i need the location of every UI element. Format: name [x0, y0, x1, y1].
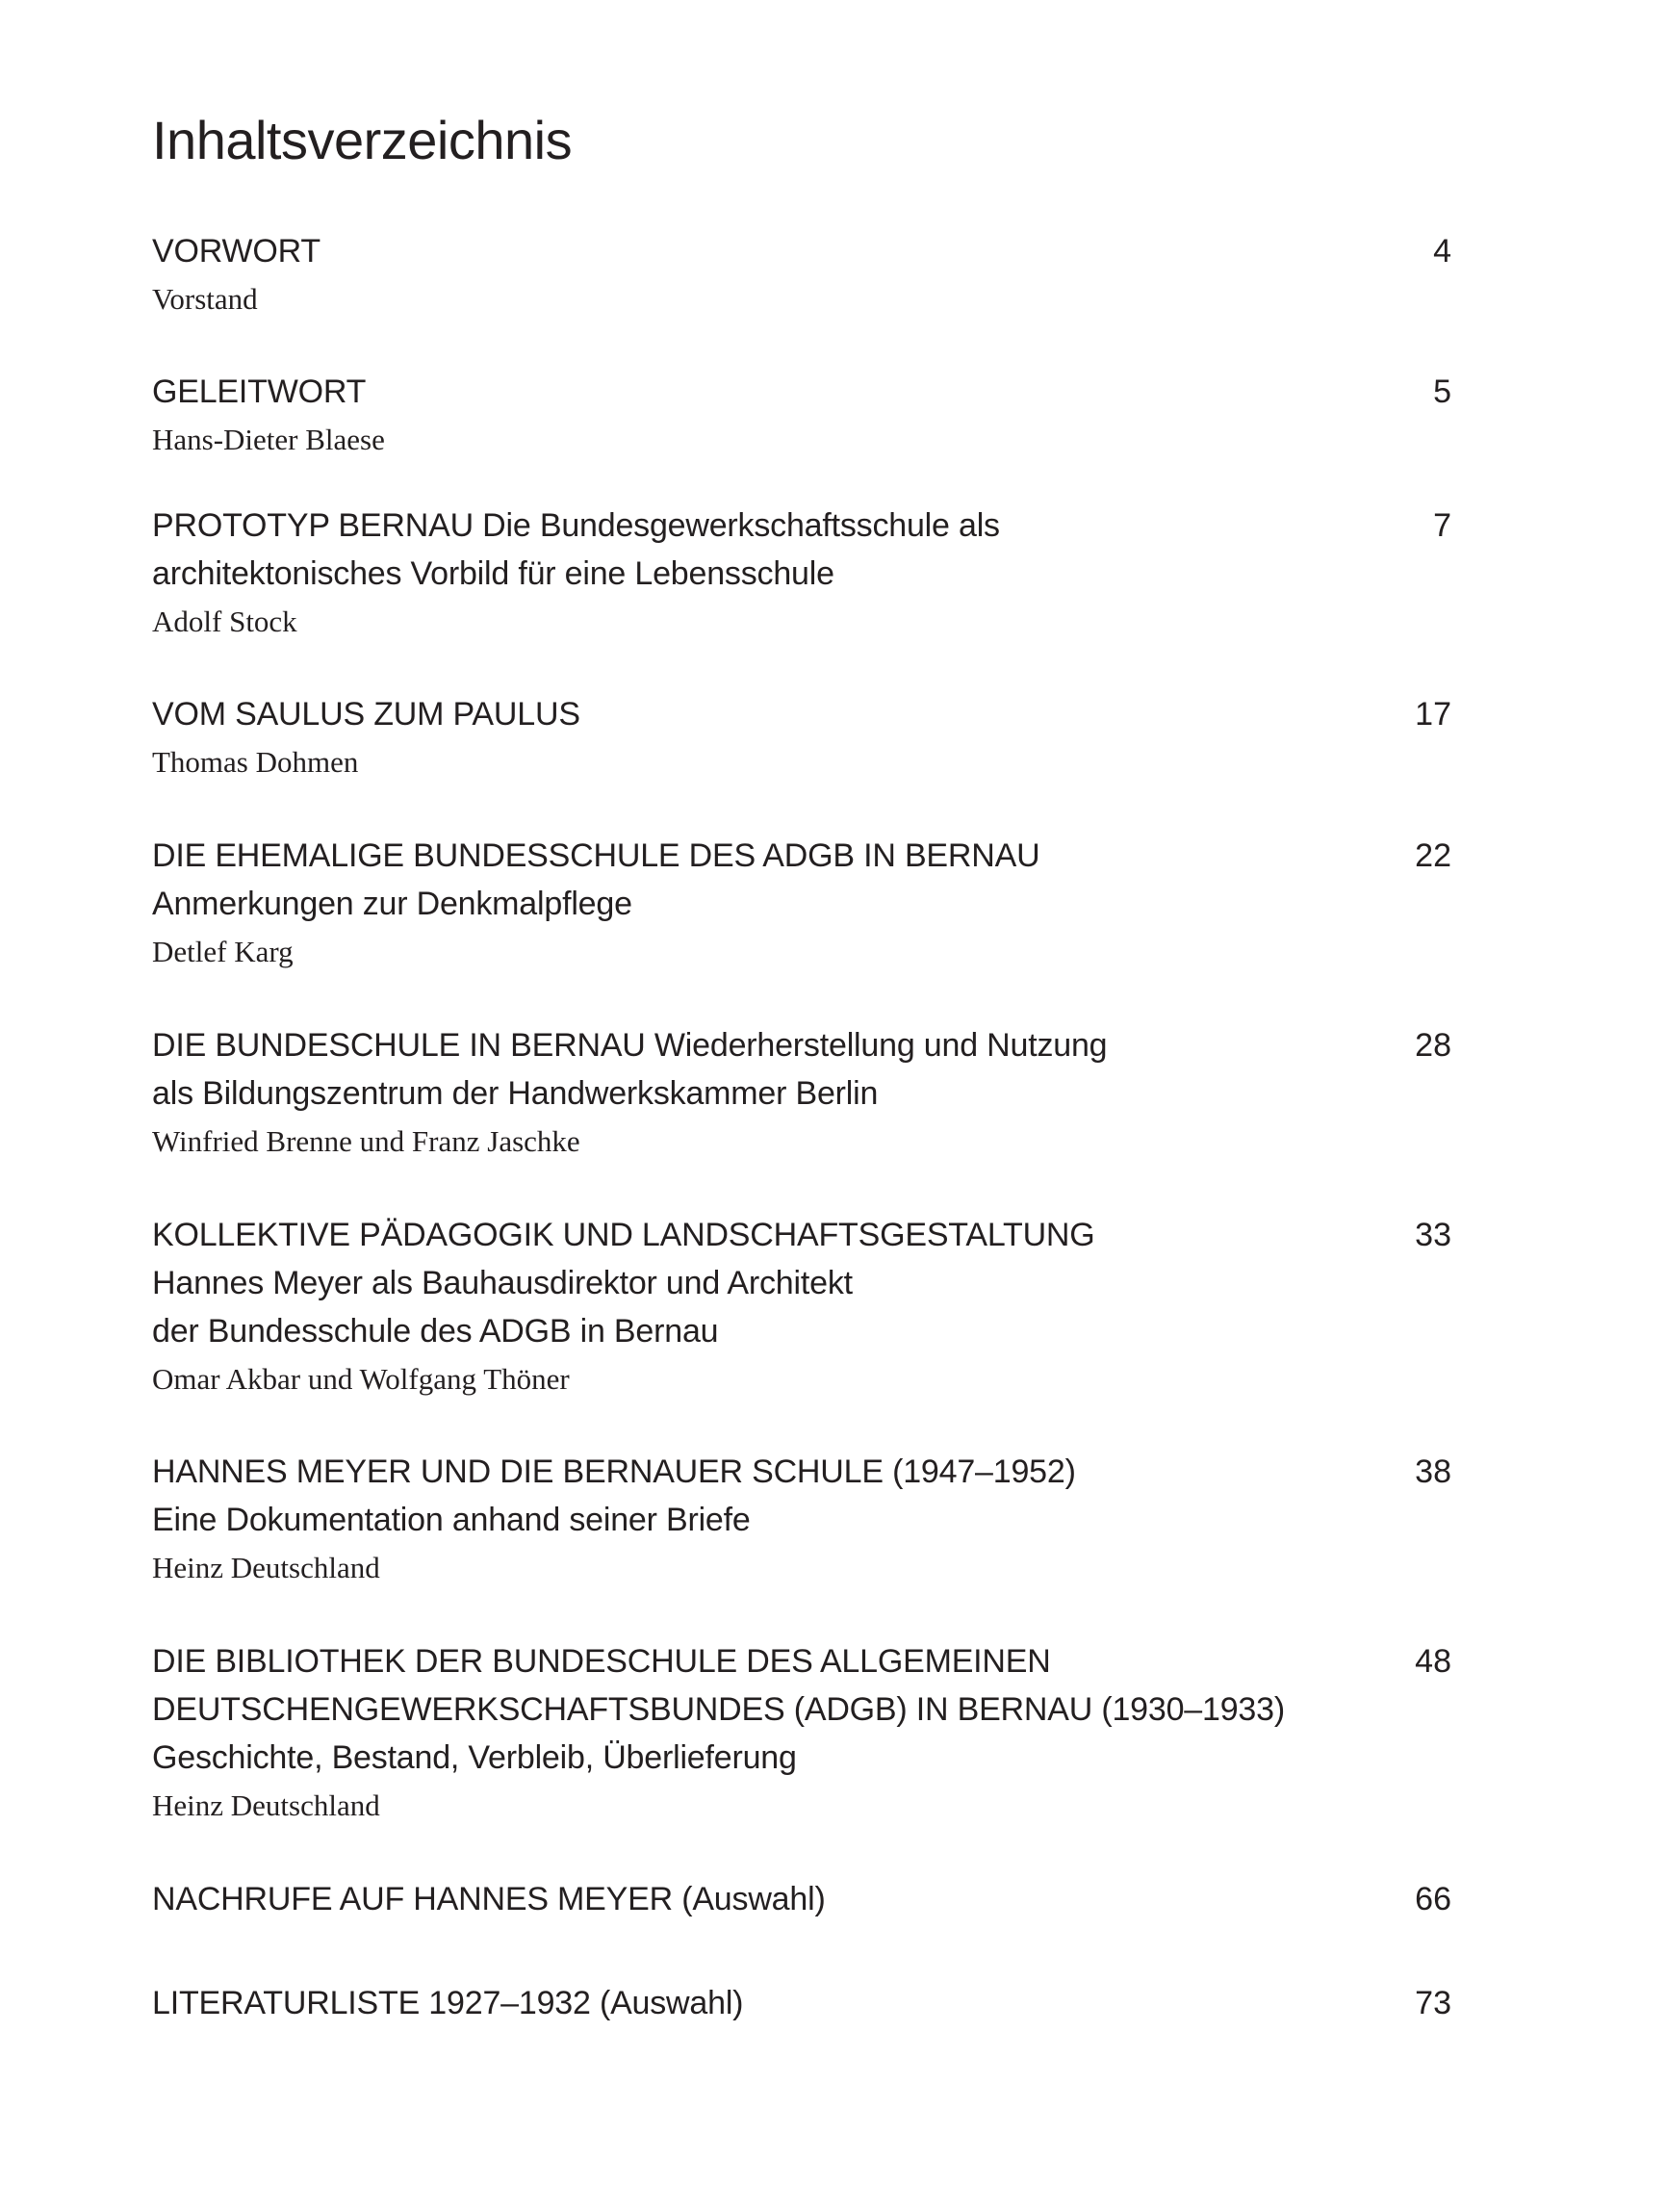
toc-page-number: 33 [1415, 1217, 1451, 1253]
toc-entry[interactable] [152, 690, 1451, 786]
toc-page-number: 73 [1415, 1985, 1451, 2021]
toc-entry-heading: VOM SAULUS ZUM PAULUS [152, 696, 580, 733]
toc-entry-heading: KOLLEKTIVE PÄDAGOGIK UND LANDSCHAFTSGESTALTUNG [152, 1217, 1095, 1253]
toc-entry-title [152, 502, 1365, 646]
toc-entry-author: Adolf Stock [152, 604, 297, 638]
toc-entry-heading: GELEITWORT [152, 373, 367, 410]
toc-entry-subtitle: architektonisches Vorbild für eine Lebensschule [152, 555, 834, 592]
toc-entry[interactable] [152, 1979, 1451, 2027]
toc-page-number: 38 [1415, 1453, 1451, 1490]
toc-entry-title [152, 1637, 1365, 1830]
toc-entry-author: Winfried Brenne und Franz Jaschke [152, 1124, 580, 1158]
toc-page-number: 7 [1433, 507, 1451, 544]
toc-entry[interactable] [152, 1875, 1451, 1923]
toc-entry-title [152, 1448, 1365, 1592]
toc-entry-heading: DIE BUNDESCHULE IN BERNAU Wiederherstellung und Nutzung [152, 1027, 1108, 1064]
toc-entry-author: Heinz Deutschland [152, 1788, 380, 1822]
toc-entry-title [152, 1979, 1365, 2027]
toc-page-number: 4 [1433, 233, 1451, 270]
toc-entry-heading: VORWORT [152, 233, 320, 270]
toc-entry-title [152, 227, 1365, 323]
toc-entry-title [152, 1875, 1365, 1923]
toc-entry-author: Heinz Deutschland [152, 1551, 380, 1584]
toc-entry-author: Omar Akbar und Wolfgang Thöner [152, 1362, 570, 1396]
toc-entry-title [152, 690, 1365, 786]
toc-entry[interactable] [152, 502, 1451, 646]
page-title: Inhaltsverzeichnis [152, 110, 573, 170]
toc-entry[interactable] [152, 1211, 1451, 1403]
toc-entry-author: Thomas Dohmen [152, 745, 359, 779]
toc-entry-heading: HANNES MEYER UND DIE BERNAUER SCHULE (1947–1952) [152, 1453, 1076, 1490]
toc-entry-subtitle: Geschichte, Bestand, Verbleib, Überlieferung [152, 1739, 797, 1776]
toc-entry[interactable] [152, 832, 1451, 976]
toc-entry-subtitle: Eine Dokumentation anhand seiner Briefe [152, 1502, 751, 1538]
toc-entry-heading: NACHRUFE AUF HANNES MEYER (Auswahl) [152, 1881, 826, 1917]
toc-page-number: 48 [1415, 1643, 1451, 1680]
toc-entry-author: Detlef Karg [152, 935, 294, 968]
toc-entry[interactable] [152, 1448, 1451, 1592]
toc-entry-title [152, 1021, 1365, 1166]
toc-entry[interactable] [152, 1021, 1451, 1166]
toc-entry-heading: DIE EHEMALIGE BUNDESSCHULE DES ADGB IN BERNAU [152, 837, 1040, 874]
toc-entry-subtitle: Hannes Meyer als Bauhausdirektor und Architekt [152, 1265, 853, 1301]
toc-entry-author: Hans-Dieter Blaese [152, 423, 385, 456]
toc-entry-heading: PROTOTYP BERNAU Die Bundesgewerkschaftsschule als [152, 507, 1000, 544]
toc-entry-heading: LITERATURLISTE 1927–1932 (Auswahl) [152, 1985, 744, 2021]
toc-entry-title [152, 368, 1365, 464]
toc-entry-title [152, 832, 1365, 976]
toc-page-number: 22 [1415, 837, 1451, 874]
toc-entry[interactable] [152, 227, 1451, 323]
toc-page-number: 28 [1415, 1027, 1451, 1064]
toc-entry[interactable] [152, 1637, 1451, 1830]
toc-entry-subtitle: Anmerkungen zur Denkmalpflege [152, 886, 632, 922]
toc-page-number: 66 [1415, 1881, 1451, 1917]
toc-entry[interactable] [152, 368, 1451, 464]
toc-entry-heading: DIE BIBLIOTHEK DER BUNDESCHULE DES ALLGEMEINEN [152, 1643, 1051, 1680]
toc-entry-author: Vorstand [152, 282, 258, 316]
toc-page-number: 5 [1433, 373, 1451, 410]
toc-entry-subtitle: der Bundesschule des ADGB in Bernau [152, 1313, 719, 1350]
toc-entry-subtitle: als Bildungszentrum der Handwerkskammer Berlin [152, 1075, 879, 1112]
toc-page-number: 17 [1415, 696, 1451, 733]
toc-entry-title [152, 1211, 1365, 1403]
toc-entry-subtitle: DEUTSCHENGEWERKSCHAFTSBUNDES (ADGB) IN BERNAU (1930–1933) [152, 1691, 1285, 1728]
